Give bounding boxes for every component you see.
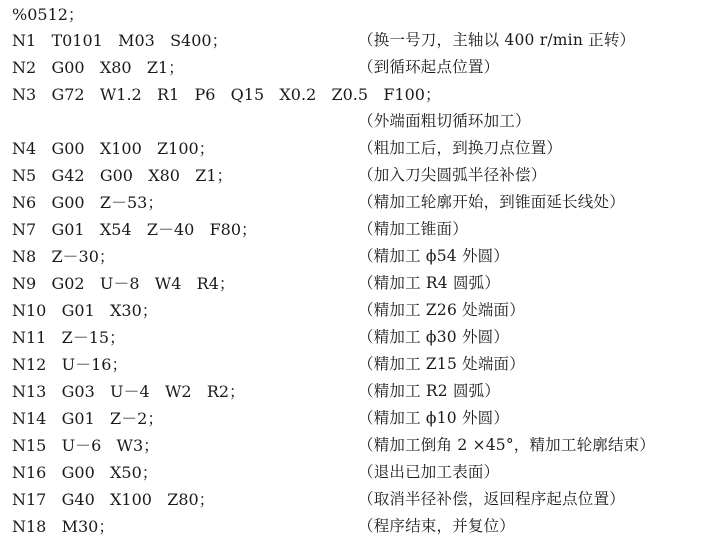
comment-text: （精加工 ϕ30 外圆） <box>358 328 510 346</box>
program-line <box>0 297 701 324</box>
program-line <box>0 270 701 297</box>
code-text: N5 G42 G00 X80 Z1； <box>12 166 233 185</box>
program-line <box>0 189 701 216</box>
comment-text: （取消半径补偿，返回程序起点位置） <box>358 490 625 508</box>
program-line <box>0 135 701 162</box>
code-text: N10 G01 X30； <box>12 301 158 320</box>
code-text: N17 G40 X100 Z80； <box>12 490 215 509</box>
program-line <box>0 54 701 81</box>
program-line <box>0 351 701 378</box>
code-text: N11 Z－15； <box>12 328 126 347</box>
program-line <box>0 378 701 405</box>
code-text: N4 G00 X100 Z100； <box>12 139 215 158</box>
comment-text: （精加工锥面） <box>358 220 468 238</box>
program-line <box>0 216 701 243</box>
program-line <box>0 81 701 108</box>
comment-text: （精加工轮廓开始，到锥面延长线处） <box>358 193 625 211</box>
code-text: N9 G02 U－8 W4 R4； <box>12 274 235 293</box>
code-text: N2 G00 X80 Z1； <box>12 58 185 77</box>
code-text: N13 G03 U－4 W2 R2； <box>12 382 246 401</box>
comment-text: （程序结束，并复位） <box>358 517 516 535</box>
program-line <box>0 486 701 513</box>
code-text: N3 G72 W1.2 R1 P6 Q15 X0.2 Z0.5 F100； <box>12 85 441 104</box>
code-text: N12 U－16； <box>12 355 128 374</box>
program-line <box>0 405 701 432</box>
code-text: N6 G00 Z－53； <box>12 193 164 212</box>
comment-text: （到循环起点位置） <box>358 58 500 76</box>
code-text: N15 U－6 W3； <box>12 436 160 455</box>
code-text: N16 G00 X50； <box>12 463 158 482</box>
comment-text: （精加工倒角 2 ×45°，精加工轮廓结束） <box>358 436 656 454</box>
comment-text: （精加工 Z26 处端面） <box>358 301 525 319</box>
code-text: N1 T0101 M03 S400； <box>12 31 228 50</box>
code-text: N18 M30； <box>12 517 115 536</box>
program-number: %0512； <box>12 5 84 24</box>
code-text: N7 G01 X54 Z－40 F80； <box>12 220 258 239</box>
program-line <box>0 513 701 540</box>
comment-text: （精加工 ϕ54 外圆） <box>358 247 510 265</box>
comment-text: （精加工 ϕ10 外圆） <box>358 409 510 427</box>
program-line <box>0 324 701 351</box>
comment-text: （加入刀尖圆弧半径补偿） <box>358 166 547 184</box>
comment-text: （退出已加工表面） <box>358 463 500 481</box>
comment-text: （粗加工后，到换刀点位置） <box>358 139 563 157</box>
comment-text: （精加工 R2 圆弧） <box>358 382 501 400</box>
program-line <box>0 459 701 486</box>
code-text: N14 G01 Z－2； <box>12 409 164 428</box>
program-line <box>0 108 701 135</box>
program-line <box>0 243 701 270</box>
comment-text: （外端面粗切循环加工） <box>358 112 531 130</box>
comment-text: （精加工 R4 圆弧） <box>358 274 501 292</box>
code-text: N8 Z－30； <box>12 247 115 266</box>
comment-text: （换一号刀，主轴以 400 r/min 正转） <box>358 31 636 49</box>
comment-text: （精加工 Z15 处端面） <box>358 355 525 373</box>
program-line <box>0 432 701 459</box>
program-line <box>0 162 701 189</box>
program-line <box>0 27 701 54</box>
